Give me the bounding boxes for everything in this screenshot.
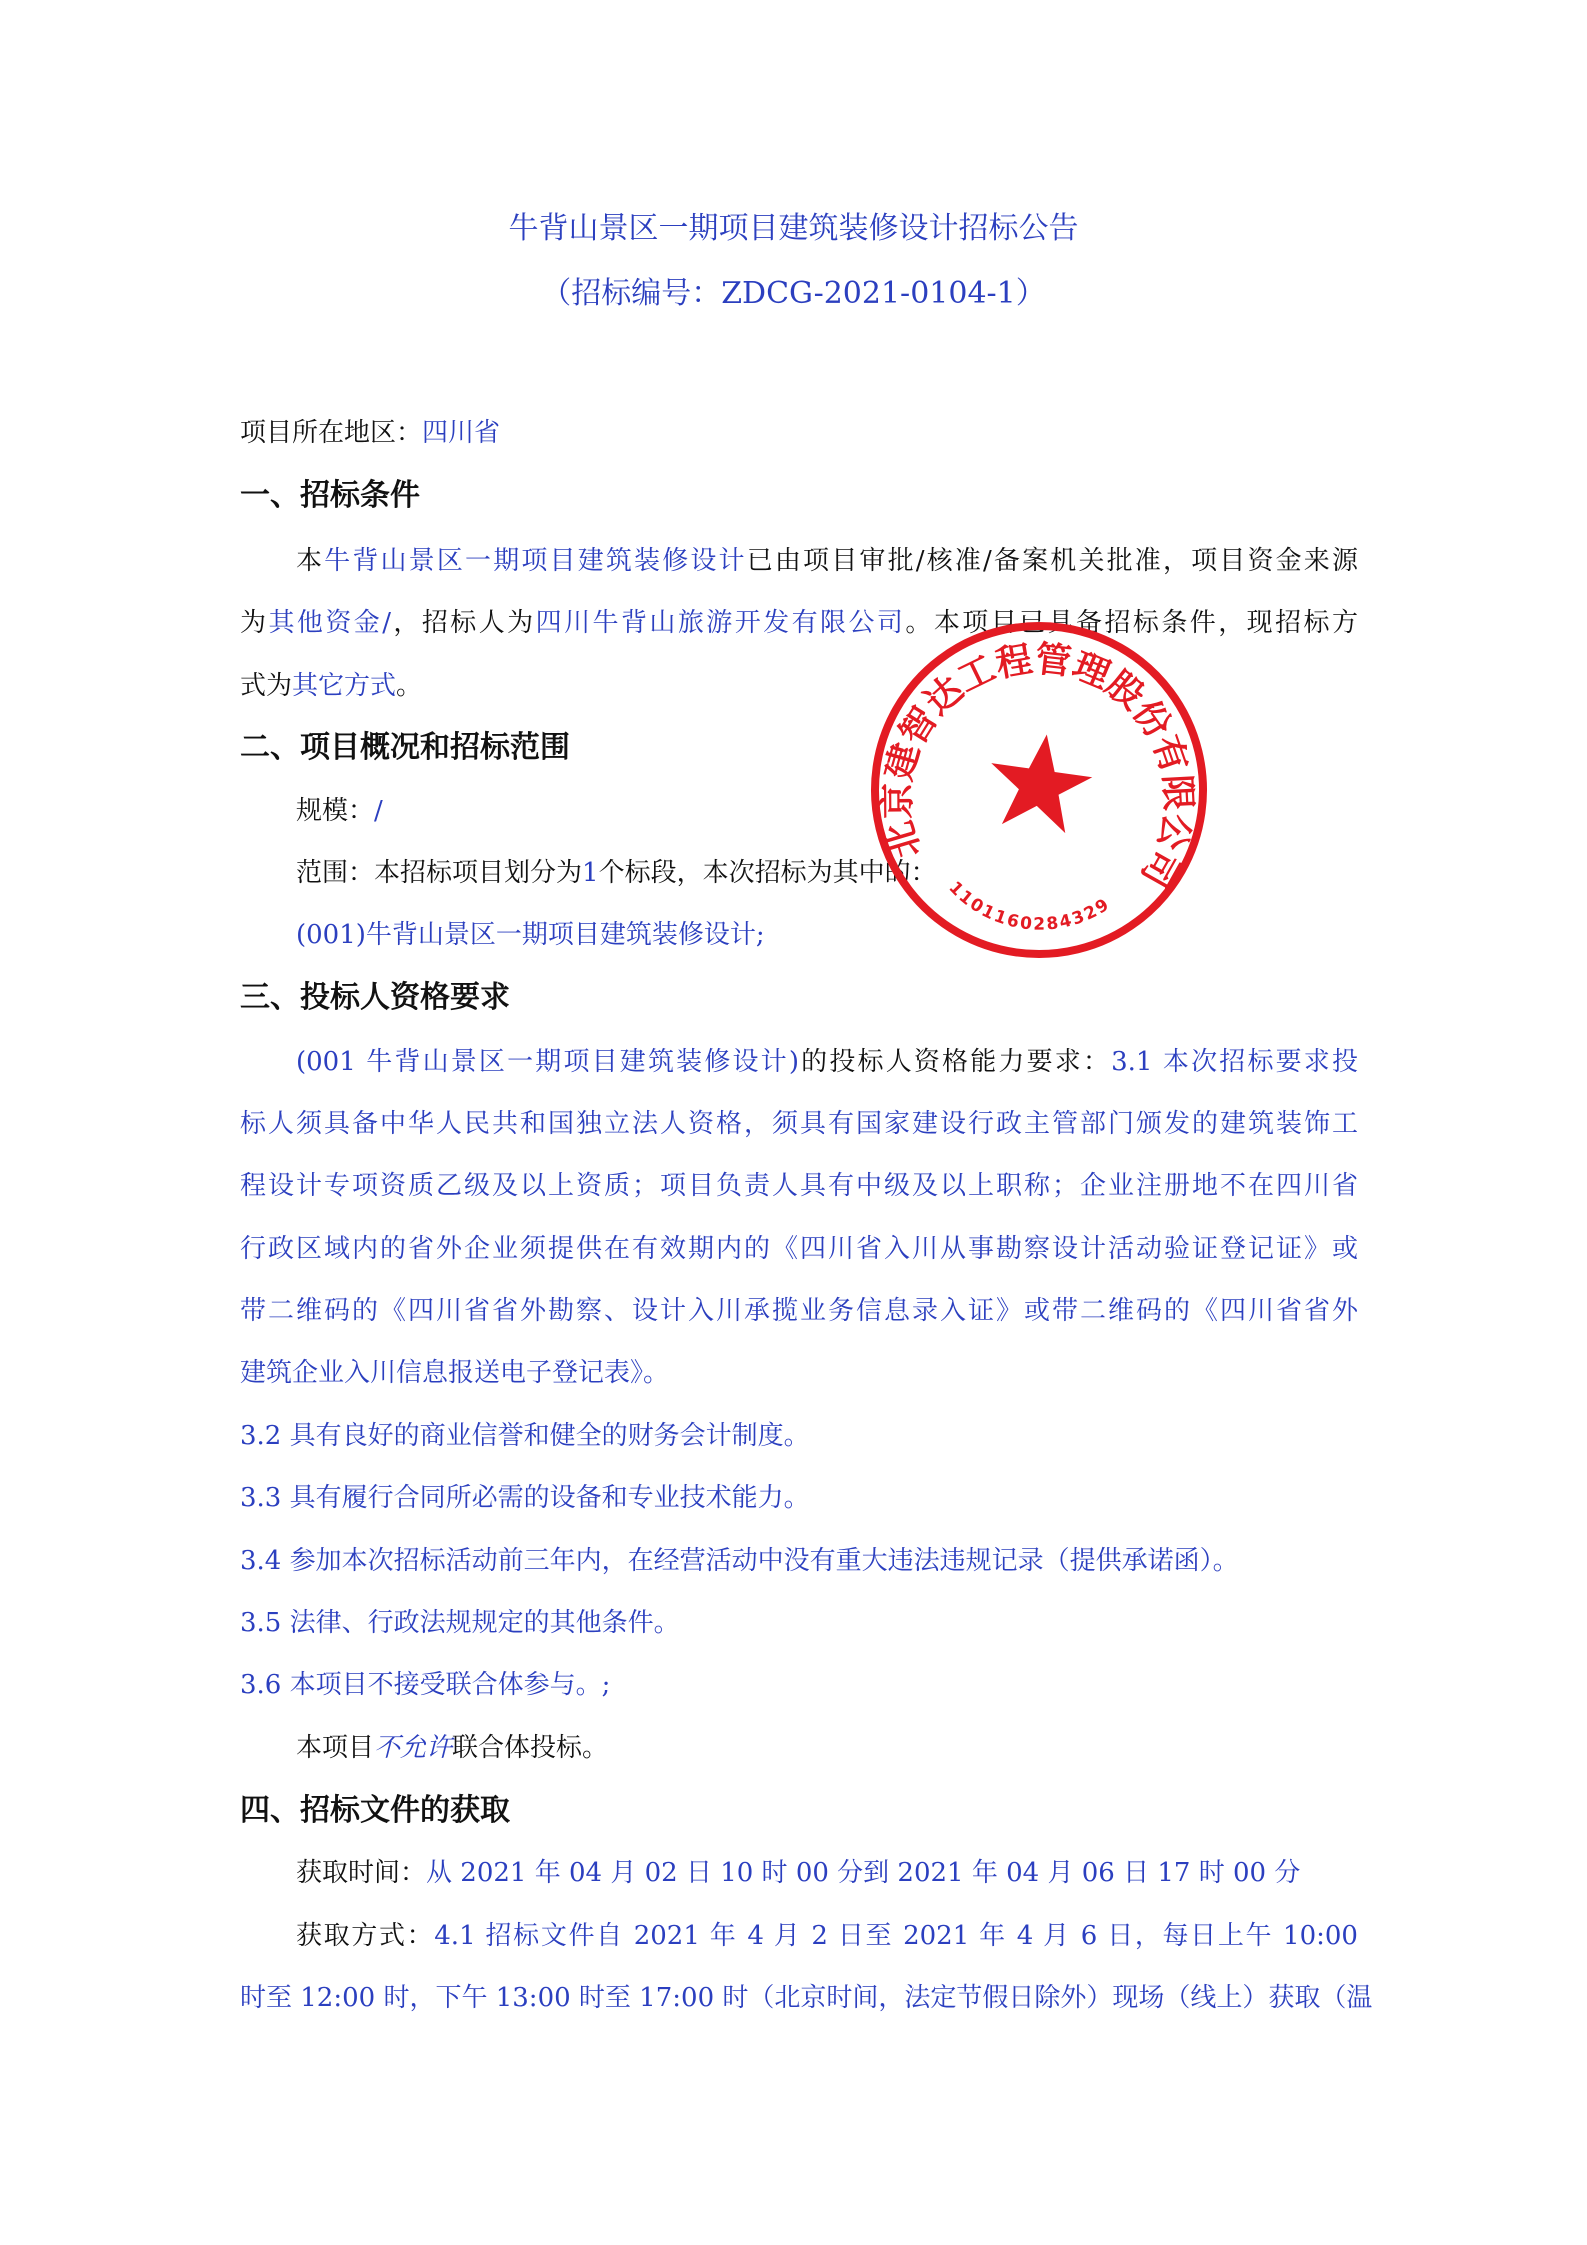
requirement-3-3: 3.3 具有履行合同所必需的设备和专业技术能力。 — [240, 1483, 810, 1513]
star-icon — [983, 727, 1097, 835]
qualification-line-5: 带二维码的《四川省省外勘察、设计入川承揽业务信息录入证》或带二维码的《四川省省外 — [240, 1296, 1358, 1326]
acquisition-time: 从 2021 年 04 月 02 日 10 时 00 分到 2021 年 04 月 06 日 17 时 00 分 — [426, 1858, 1301, 1888]
consortium-value: 不允许 — [374, 1733, 453, 1763]
qualification-line-4: 行政区域内的省外企业须提供在有效期内的《四川省入川从事勘察设计活动验证登记证》或 — [240, 1234, 1358, 1264]
tender-number: （招标编号：ZDCG-2021-0104-1） — [541, 276, 1046, 311]
section-1-heading: 一、招标条件 — [240, 478, 420, 513]
funding-source: 其他资金/ — [268, 608, 391, 638]
qualification-line-1: (001 牛背山景区一期项目建筑装修设计)的投标人资格能力要求：3.1 本次招标要求投 — [296, 1047, 1358, 1077]
consortium-line: 本项目不允许联合体投标。 — [296, 1733, 609, 1763]
requirement-3-5: 3.5 法律、行政法规规定的其他条件。 — [240, 1608, 680, 1638]
lot-item: (001)牛背山景区一期项目建筑装修设计; — [296, 920, 765, 950]
scope-line: 范围：本招标项目划分为1个标段，本次招标为其中的： — [296, 858, 937, 888]
lot-count: 1 — [582, 858, 599, 888]
page-title: 牛背山景区一期项目建筑装修设计招标公告 — [508, 211, 1079, 246]
requirement-3-4: 3.4 参加本次招标活动前三年内，在经营活动中没有重大违法违规记录（提供承诺函）。 — [240, 1546, 1239, 1576]
acquisition-method-line-2: 时至 12:00 时，下午 13:00 时至 17:00 时（北京时间，法定节假日除外）现场（线上）获取（温 — [240, 1983, 1373, 2013]
section-1-line-3: 式为其它方式。 — [240, 671, 423, 701]
seal-code: 1101160284329 — [944, 877, 1115, 935]
scale-value: / — [374, 796, 383, 826]
requirement-3-6: 3.6 本项目不接受联合体参与。; — [240, 1670, 611, 1700]
section-2-heading: 二、项目概况和招标范围 — [240, 730, 570, 765]
project-name: 牛背山景区一期项目建筑装修设计 — [324, 546, 747, 576]
section-1-line-2: 为其他资金/，招标人为四川牛背山旅游开发有限公司。本项目已具备招标条件，现招标方 — [240, 608, 1358, 638]
tender-method: 其它方式 — [292, 671, 397, 701]
company-seal — [866, 617, 1212, 963]
region-value: 四川省 — [422, 418, 501, 448]
requirement-3-2: 3.2 具有良好的商业信誉和健全的财务会计制度。 — [240, 1421, 810, 1451]
scale-line: 规模：/ — [296, 796, 383, 826]
section-3-heading: 三、投标人资格要求 — [240, 980, 510, 1015]
qualification-line-6: 建筑企业入川信息报送电子登记表》。 — [240, 1358, 670, 1388]
qualification-line-2: 标人须具备中华人民共和国独立法人资格，须具有国家建设行政主管部门颁发的建筑装饰工 — [240, 1109, 1358, 1139]
section-1-line-1: 本牛背山景区一期项目建筑装修设计已由项目审批/核准/备案机关批准，项目资金来源 — [296, 546, 1358, 576]
seal-org-name: 北京建智达工程管理股份有限公司 — [877, 638, 1199, 894]
section-4-heading: 四、招标文件的获取 — [240, 1793, 510, 1828]
region-label: 项目所在地区： — [240, 418, 423, 448]
acquisition-method-line-1: 获取方式：4.1 招标文件自 2021 年 4 月 2 日至 2021 年 4 月 6 日，每日上午 10:00 — [296, 1921, 1358, 1951]
region-line — [240, 415, 1358, 451]
qualification-line-3: 程设计专项资质乙级及以上资质；项目负责人具有中级及以上职称；企业注册地不在四川省 — [240, 1171, 1358, 1201]
acquisition-time-line: 获取时间：从 2021 年 04 月 02 日 10 时 00 分到 2021 年 04 月 06 日 17 时 00 分 — [296, 1858, 1301, 1888]
tenderer-name: 四川牛背山旅游开发有限公司 — [535, 608, 906, 638]
